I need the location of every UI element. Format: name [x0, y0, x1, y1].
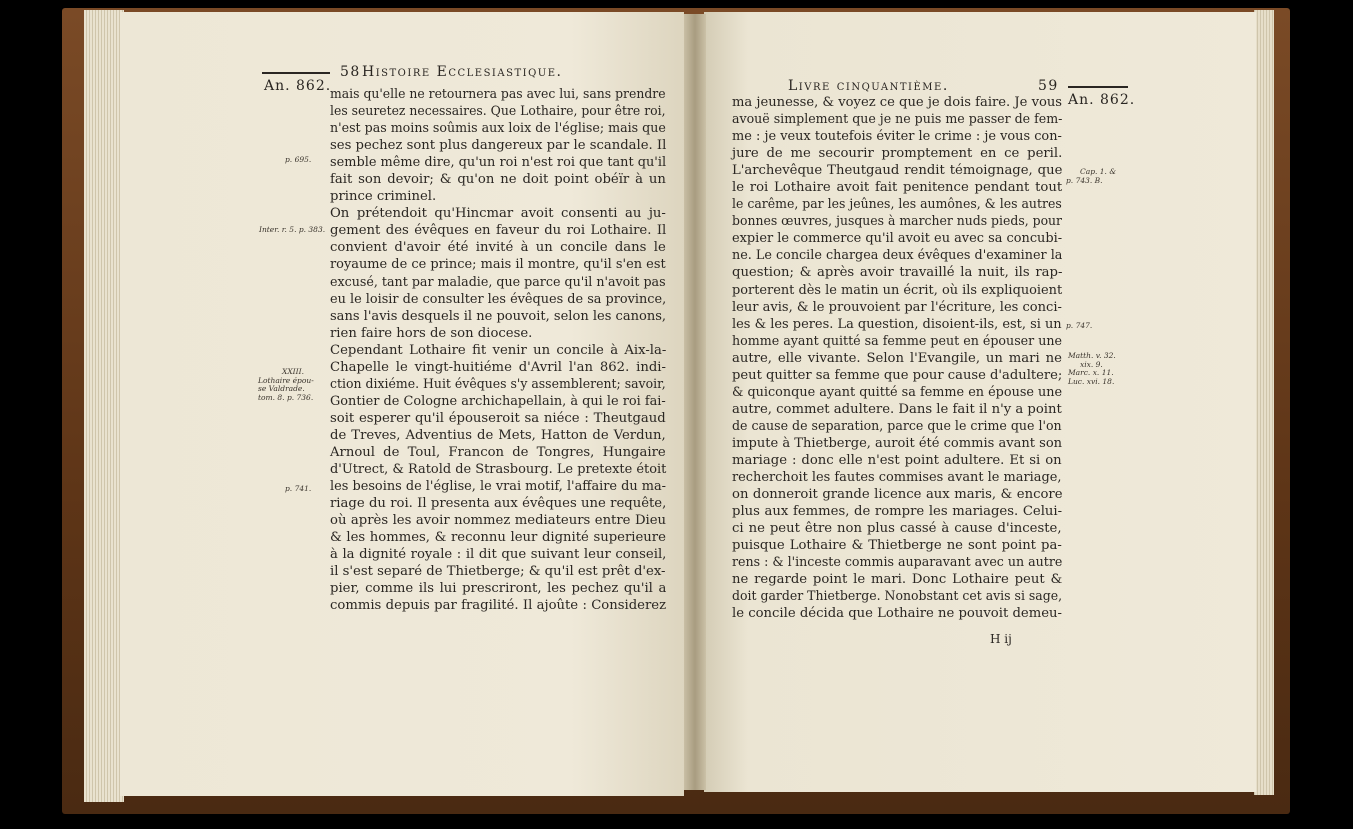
- margin-note-line: p. 741.: [285, 484, 312, 493]
- text-line: avouë simplement que je ne puis me passer de fem-: [732, 112, 1063, 128]
- running-head-left: Histoire Ecclesiastique.: [362, 64, 563, 80]
- text-line: Arnoul de Toul, Francon de Tongres, Hungaire: [330, 444, 666, 460]
- margin-note-left-1: [285, 156, 311, 165]
- page-number-right: 59: [1038, 78, 1059, 94]
- margin-note-line: tom. 8. p. 736.: [258, 392, 314, 402]
- margin-note-line: Marc. x. 11.: [1068, 368, 1114, 377]
- text-line: Chapelle le vingt-huitiéme d'Avril l'an 862. indi-: [330, 359, 666, 375]
- text-line: semble même dire, qu'un roi n'est roi que tant qu'il: [330, 155, 667, 171]
- text-line: le concile décida que Lothaire ne pouvoit demeu-: [732, 606, 1062, 622]
- margin-note-line: p. 743. B.: [1066, 175, 1103, 185]
- text-line: à la dignité royale : il dit que suivant leur conseil,: [330, 547, 667, 563]
- margin-note-line: Inter. r. 5. p. 383.: [259, 225, 326, 234]
- text-line: L'archevêque Theutgaud rendit témoignage, que: [732, 163, 1063, 179]
- text-line: & les hommes, & reconnu leur dignité superieure: [330, 530, 666, 546]
- margin-note-line: xix. 9.: [1080, 359, 1103, 369]
- text-line: il s'est separé de Thietberge; & qu'il est prêt d'ex-: [330, 564, 666, 580]
- text-line: mariage : donc elle n'est point adultere. Et si on: [732, 452, 1062, 468]
- text-line: rens : & l'inceste commis auparavant avec un autre: [732, 555, 1063, 571]
- text-line: Gontier de Cologne archichapellain, à qui le roi fai-: [330, 393, 666, 409]
- margin-note-line: p. 747.: [1066, 321, 1093, 330]
- page-edges-right: [1254, 10, 1274, 795]
- margin-note-left-4: [285, 485, 311, 494]
- text-line: peut quitter sa femme que pour cause d'adultere;: [732, 367, 1063, 383]
- text-line: excusé, tant par maladie, que parce qu'il n'avoit pas: [330, 274, 666, 290]
- text-line: recherchoit les fautes commises avant le mariage,: [732, 470, 1062, 486]
- margin-note-right-2: [1066, 322, 1092, 331]
- text-line: commis depuis par fragilité. Il ajoûte : Considerez: [330, 598, 667, 614]
- page-number-left: 58: [340, 64, 361, 80]
- text-line: eu le loisir de consulter les évêques de sa province,: [330, 291, 667, 307]
- text-line: où après les avoir nommez mediateurs entre Dieu: [330, 513, 667, 529]
- margin-note-line: Cap. 1. &: [1080, 167, 1116, 176]
- margin-note-right-3: [1068, 352, 1116, 386]
- margin-note-line: p. 695.: [285, 155, 312, 164]
- text-line: & quiconque ayant quitté sa femme en épouse une: [732, 384, 1063, 400]
- text-line: me : je veux toutefois éviter le crime : je vous con-: [732, 129, 1062, 145]
- margin-note-left-2: [259, 226, 325, 235]
- text-line: de cause de separation, parce que le crime que l'on: [732, 418, 1062, 434]
- text-line: royaume de ce prince; mais il montre, qu'il s'en est: [330, 257, 666, 273]
- text-line: prince criminel.: [330, 189, 437, 205]
- signature-mark: H ij: [990, 632, 1012, 646]
- text-line: impute à Thietberge, auroit été commis avant son: [732, 435, 1063, 451]
- text-line: question; & après avoir travaillé la nuit, ils rap-: [732, 265, 1063, 281]
- text-line: puisque Lothaire & Thietberge ne sont point pa-: [732, 538, 1062, 554]
- text-line: le roi Lothaire avoit fait penitence pendant tout: [732, 180, 1063, 196]
- text-line: ction dixiéme. Huit évêques s'y assemblerent; savoir,: [330, 376, 666, 392]
- text-line: ne. Le concile chargea deux évêques d'examiner la: [732, 248, 1063, 264]
- margin-note-line: Matth. v. 32.: [1068, 351, 1116, 360]
- text-line: ci ne peut être non plus cassé à cause d'inceste,: [732, 521, 1062, 537]
- year-rule-right: [1068, 86, 1128, 88]
- text-line: de Treves, Adventius de Mets, Hatton de Verdun,: [330, 427, 666, 443]
- margin-note-line: Luc. xvi. 18.: [1068, 376, 1115, 386]
- margin-note-line: XXIII.: [282, 367, 304, 376]
- year-tag-left: An. 862.: [264, 78, 332, 94]
- running-head-right: Livre cinquantième.: [788, 78, 949, 94]
- text-line: jure de me secourir promptement en ce peril.: [732, 146, 1063, 162]
- text-line: sans l'avis desquels il ne pouvoit, selon les canons,: [330, 308, 667, 324]
- text-line: d'Utrect, & Ratold de Strasbourg. Le pretexte étoit: [330, 462, 667, 478]
- text-line: plus aux femmes, de rompre les mariages. Celui-: [732, 504, 1063, 520]
- text-line: ma jeunesse, & voyez ce que je dois faire. Je vous: [732, 95, 1063, 110]
- book-gutter: [684, 14, 706, 790]
- text-line: Cependant Lothaire fit venir un concile à Aix-la-: [330, 342, 667, 358]
- text-line: doit garder Thietberge. Nonobstant cet avis si sage,: [732, 589, 1063, 605]
- text-line: les besoins de l'église, le vrai motif, l'affaire du ma-: [330, 479, 667, 495]
- text-line: on donneroit grande licence aux maris, & encore: [732, 487, 1063, 503]
- text-line: ses pechez sont plus dangereux par le scandale. Il: [330, 138, 667, 154]
- text-line: mais qu'elle ne retournera pas avec lui, sans prendre: [330, 87, 666, 102]
- right-page-text: [732, 94, 1062, 622]
- text-line: les & les peres. La question, disoient-ils, est, si un: [732, 316, 1062, 332]
- text-line: les seuretez necessaires. Que Lothaire, pour être roi,: [330, 104, 666, 120]
- text-line: gement des évêques en faveur du roi Lothaire. Il: [330, 223, 667, 239]
- text-line: pier, comme ils lui prescriront, les pechez qu'il a: [330, 581, 667, 597]
- margin-note-right-1: [1066, 168, 1116, 185]
- text-line: bonnes œuvres, jusques à marcher nuds pieds, pour: [732, 214, 1063, 230]
- left-page-text: [330, 86, 666, 614]
- text-line: rien faire hors de son diocese.: [330, 325, 533, 341]
- text-line: ne regarde point le mari. Donc Lothaire peut &: [732, 572, 1063, 588]
- text-line: autre, commet adultere. Dans le fait il n'y a point: [732, 401, 1062, 417]
- text-line: expier le commerce qu'il avoit eu avec sa concubi-: [732, 231, 1063, 247]
- margin-note-left-3: [258, 368, 314, 402]
- text-line: homme ayant quitté sa femme peut en épouser une: [732, 333, 1063, 349]
- text-line: On prétendoit qu'Hincmar avoit consenti au ju-: [330, 206, 666, 222]
- text-line: riage du roi. Il presenta aux évêques une requête,: [330, 496, 667, 512]
- text-line: porterent dès le matin un écrit, où ils expliquoient: [732, 282, 1063, 298]
- year-rule-left: [262, 72, 330, 74]
- year-tag-right: An. 862.: [1068, 92, 1136, 108]
- text-line: soit esperer qu'il épouseroit sa niéce : Theutgaud: [330, 410, 666, 426]
- text-line: fait son devoir; & qu'on ne doit point obéïr à un: [330, 172, 666, 188]
- margin-note-line: se Valdrade.: [258, 384, 305, 393]
- text-line: autre, elle vivante. Selon l'Evangile, un mari ne: [732, 350, 1062, 366]
- margin-note-line: Lothaire épou-: [258, 375, 314, 385]
- text-line: le carême, par les jeûnes, les aumônes, & les autres: [732, 197, 1062, 213]
- text-line: convient d'avoir été invité à un concile dans le: [330, 240, 666, 256]
- text-line: leur avis, & le prouvoient par l'écriture, les conci-: [732, 299, 1062, 315]
- text-line: n'est pas moins soûmis aux loix de l'église; mais que: [330, 121, 666, 137]
- page-edges-left: [84, 10, 124, 802]
